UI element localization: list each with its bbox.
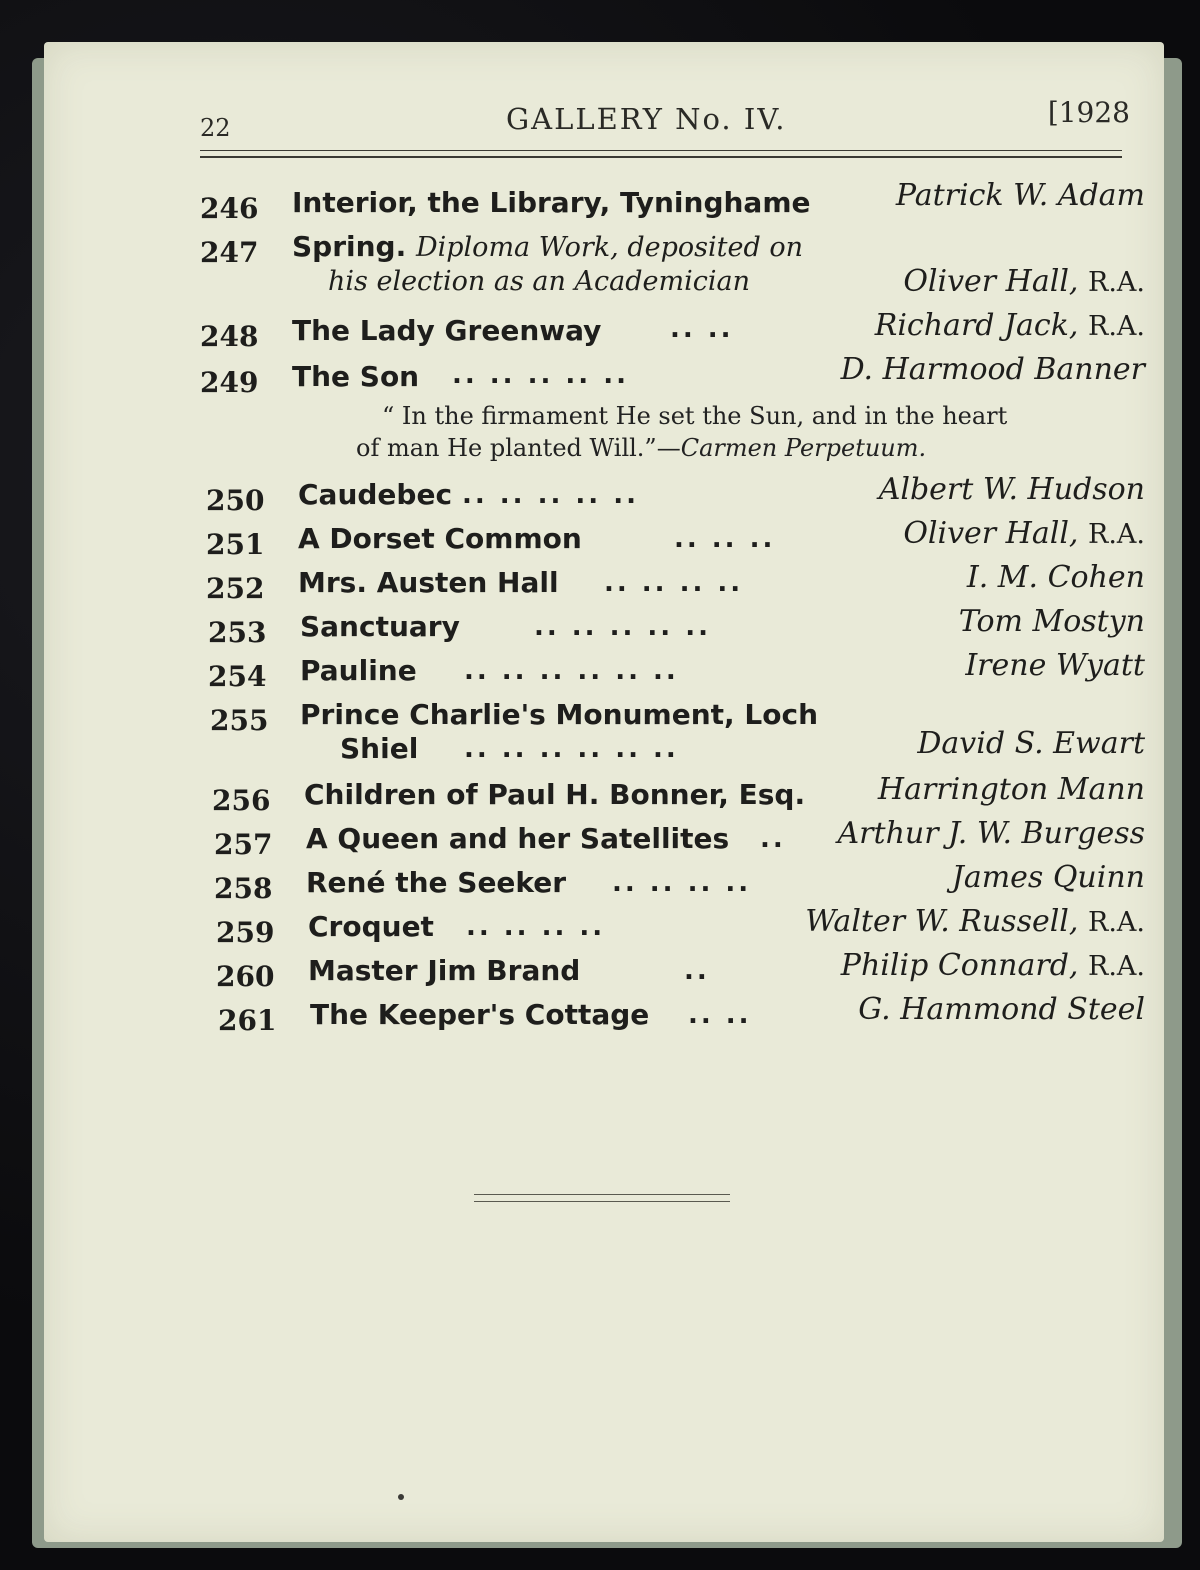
page-number: 22 [200,114,231,142]
dot-leaders: .. .. .. .. .. .. [464,734,679,764]
entry-title: Pauline [300,654,417,687]
entry-number: 251 [206,528,265,561]
end-rule-bottom [474,1201,730,1202]
entry-number: 246 [200,192,259,225]
entry-number: 258 [214,872,273,905]
gallery-title: GALLERY No. IV. [506,102,787,136]
entry-title: A Queen and her Satellites [306,822,730,855]
entry-number: 250 [206,484,265,517]
entry-artist: Patrick W. Adam [895,178,1145,213]
entry-artist: Tom Mostyn [958,604,1145,639]
quote-line-1: “ In the firmament He set the Sun, and in the heart [382,402,1008,430]
entry-artist: Walter W. Russell, R.A. [805,904,1145,939]
entry-artist: Arthur J. W. Burgess [837,816,1145,851]
entry-title: Master Jim Brand [308,954,581,987]
entry-artist: D. Harmood Banner [840,352,1145,387]
entry-number: 261 [218,1004,277,1037]
entry-title: Spring. Diploma Work, deposited on [292,230,803,263]
dot-leaders: .. .. [670,314,734,344]
entry-number: 248 [200,320,259,353]
epigraph [200,398,1145,474]
entry-number: 256 [212,784,271,817]
list-item [200,950,1145,994]
list-item [200,518,1145,562]
entry-number: 255 [210,704,269,737]
entry-title: The Keeper's Cottage [310,998,650,1031]
list-item [200,694,1145,774]
year-marker: [1928 [1047,96,1130,129]
list-item [200,224,1145,310]
entry-title: Prince Charlie's Monument, Loch [300,698,818,731]
dot-leaders: .. .. .. .. .. [452,360,629,390]
list-item [200,906,1145,950]
dot-leaders: .. .. .. .. [612,868,752,898]
entry-artist: Albert W. Hudson [878,472,1145,507]
end-rule-top [474,1194,730,1195]
entry-artist: James Quinn [951,860,1145,895]
entry-number: 254 [208,660,267,693]
list-item [200,774,1145,818]
entry-artist: G. Hammond Steel [858,992,1145,1027]
entry-artist: Oliver Hall, R.A. [903,516,1145,551]
entry-note: Diploma Work, deposited on [415,232,803,263]
entry-artist: Harrington Mann [877,772,1145,807]
entry-title: Children of Paul H. Bonner, Esq. [304,778,806,811]
entry-artist: Philip Connard, R.A. [840,948,1145,983]
quote-source: Carmen Perpetuum. [680,434,927,462]
dot-leaders: .. .. [688,1000,752,1030]
list-item [200,474,1145,518]
entry-number: 260 [216,960,275,993]
dot-leaders: .. .. .. .. .. [462,480,639,510]
entry-artist: David S. Ewart [917,726,1145,761]
entry-title: Caudebec [298,478,453,511]
entry-artist: Oliver Hall, R.A. [903,264,1145,299]
entry-title: Sanctuary [300,610,460,643]
dot-leaders: .. .. .. .. .. [534,612,711,642]
entry-title: Croquet [308,910,434,943]
dot-leaders: .. .. .. .. .. .. [464,656,679,686]
list-item [200,994,1145,1038]
entry-title: The Son [292,360,420,393]
entry-title: René the Seeker [306,866,567,899]
entry-artist: I. M. Cohen [966,560,1145,595]
list-item [200,180,1145,224]
header-rule-bottom [200,156,1122,158]
entry-number: 259 [216,916,275,949]
list-item [200,562,1145,606]
list-item [200,818,1145,862]
entry-title: The Lady Greenway [292,314,602,347]
dot-leaders: .. [760,824,786,854]
entry-artist: Richard Jack, R.A. [874,308,1145,343]
entry-number: 257 [214,828,273,861]
entry-artist: Irene Wyatt [965,648,1145,683]
page-header [200,96,1130,140]
dot-leaders: .. .. .. [674,524,776,554]
list-item [200,310,1145,354]
list-item [200,862,1145,906]
header-rule-top [200,150,1122,151]
entry-number: 253 [208,616,267,649]
entry-title-line2: Shiel [340,732,419,765]
list-item [200,354,1145,398]
entry-number: 252 [206,572,265,605]
list-item [200,650,1145,694]
quote-line-2: of man He planted Will.”—Carmen Perpetuum. [356,434,927,462]
dot-leaders: .. [684,956,710,986]
dot-leaders: .. .. .. .. [604,568,744,598]
entry-title: Mrs. Austen Hall [298,566,559,599]
entry-number: 247 [200,236,259,269]
paper-speck [398,1494,404,1500]
entry-note-line2: his election as an Academician [328,266,750,297]
entry-title: A Dorset Common [298,522,582,555]
dot-leaders: .. .. .. .. [466,912,606,942]
entry-title: Interior, the Library, Tyninghame [292,186,811,219]
entry-number: 249 [200,366,259,399]
list-item [200,606,1145,650]
